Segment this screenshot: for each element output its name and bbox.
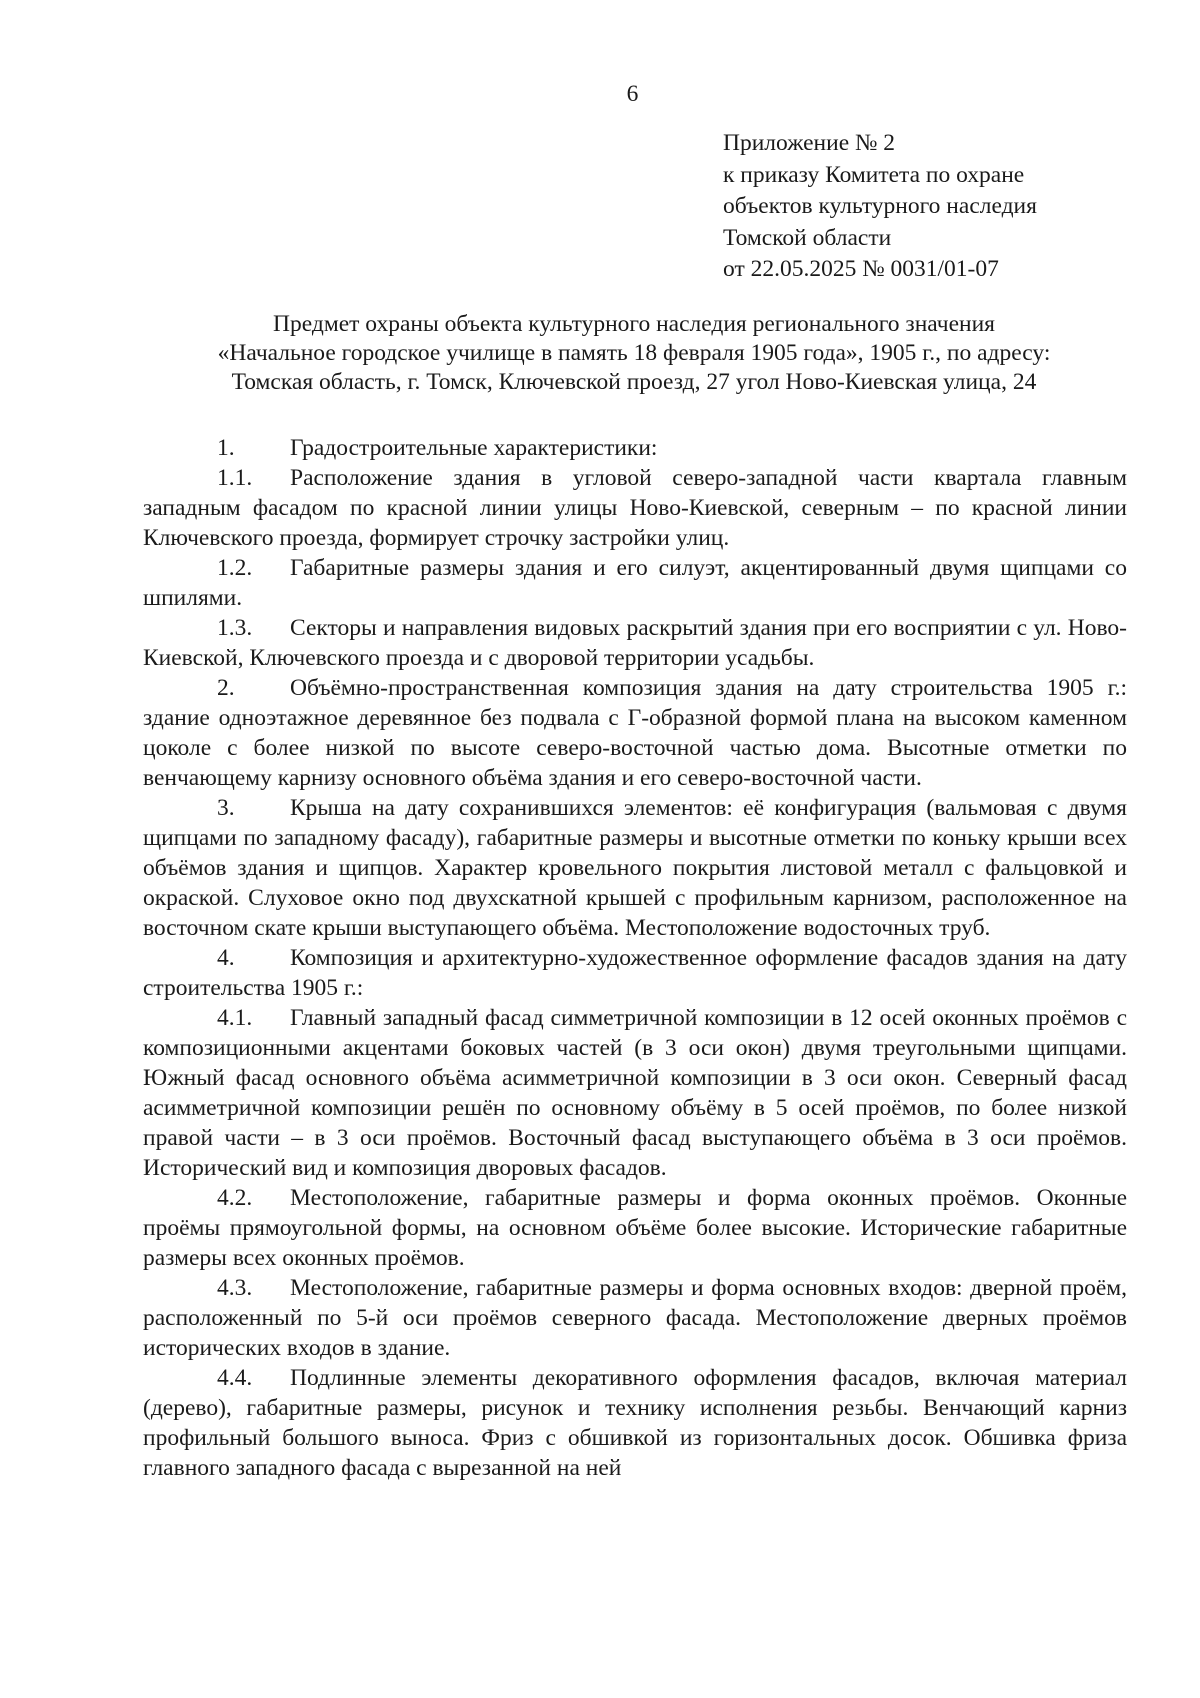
item-text: Секторы и направления видовых раскрытий здания при его восприятии с ул. Ново-Киевской, Ключевского проезда и с дворовой территории усадьбы. [143,615,1127,671]
appendix-line: к приказу Комитета по охране [723,161,1025,188]
item-text: Расположение здания в угловой северо-западной части квартала главным западным фасадом по красной линии улицы Ново-Киевской, северным – по красной линии Ключевского проезда, формирует строчку застройки улиц. [143,465,1127,551]
document-title [140,310,1128,397]
list-item [143,613,1127,673]
item-text: Градостроительные характеристики: [290,435,658,461]
list-item [143,1003,1127,1183]
title-line: «Начальное городское училище в память 18 февраля 1905 года», 1905 г., по адресу: [217,340,1051,366]
list-item [143,1363,1127,1483]
item-number: 1.1. [217,465,253,491]
item-number: 1. [217,435,235,461]
item-text: Габаритные размеры здания и его силуэт, акцентированный двумя щипцами со шпилями. [143,555,1127,611]
title-line: Томская область, г. Томск, Ключевской проезд, 27 угол Ново-Киевская улица, 24 [231,369,1037,395]
item-number: 4.3. [217,1275,253,1301]
appendix-line: объектов культурного наследия [723,193,1037,219]
page-number: 6 [626,81,639,107]
item-text: Объёмно-пространственная композиция здания на дату строительства 1905 г.: здание одноэтажное деревянное без подвала с Г-образной формой плана на высоком каменном цоколе с более низкой по высоте северо-восточной частью дома. Высотные отметки по венчающему карнизу основного объёма здания и его северо-восточной части. [143,675,1127,791]
item-number: 4.4. [217,1365,253,1391]
list-item [143,1183,1127,1273]
item-number: 1.3. [217,615,253,641]
item-number: 4.2. [217,1185,253,1211]
list-item [143,553,1127,613]
appendix-line: от 22.05.2025 № 0031/01-07 [723,256,999,282]
title-line: Предмет охраны объекта культурного наследия регионального значения [273,311,995,337]
item-text: Местоположение, габаритные размеры и форма оконных проёмов. Оконные проёмы прямоугольной формы, на основном объёме более высокие. Исторические габаритные размеры всех оконных проёмов. [143,1185,1127,1271]
item-number: 4.1. [217,1005,253,1031]
item-text: Местоположение, габаритные размеры и форма основных входов: дверной проём, расположенный по 5-й оси проёмов северного фасада. Местоположение дверных проёмов исторических входов в здание. [143,1275,1127,1361]
item-text: Крыша на дату сохранившихся элементов: её конфигурация (вальмовая с двумя щипцами по западному фасаду), габаритные размеры и высотные отметки по коньку крыши всех объёмов здания и щипцов. Характер кровельного покрытия листовой металл с фальцовкой и окраской. Слуховое окно под двухскатной крышей с профильным карнизом, расположенное на восточном скате крыши выступающего объёма. Местоположение водосточных труб. [143,795,1127,941]
item-text: Подлинные элементы декоративного оформления фасадов, включая материал (дерево), габаритные размеры, рисунок и технику исполнения резьбы. Венчающий карниз профильный большого выноса. Фриз с обшивкой из горизонтальных досок. Обшивка фриза главного западного фасада с вырезанной на ней [143,1365,1127,1481]
document-body [143,433,1127,1483]
list-item [143,463,1127,553]
item-number: 3. [217,795,235,821]
item-number: 1.2. [217,555,253,581]
item-number: 2. [217,675,235,701]
item-text: Композиция и архитектурно-художественное оформление фасадов здания на дату строительства 1905 г.: [143,945,1127,1001]
list-item [143,793,1127,943]
appendix-line: Приложение № 2 [723,130,896,156]
item-number: 4. [217,945,235,971]
appendix-line: Томской области [723,224,892,251]
appendix-header [723,128,1037,286]
item-text: Главный западный фасад симметричной композиции в 12 осей оконных проёмов с композиционными акцентами боковых частей (в 3 оси окон) двумя треугольными щипцами. Южный фасад основного объёма асимметричной композиции в 3 оси окон. Северный фасад асимметричной композиции решён по основному объёму в 5 осей проёмов, по более низкой правой части – в 3 оси проёмов. Восточный фасад выступающего объёма в 3 оси проёмов. Исторический вид и композиция дворовых фасадов. [143,1005,1127,1181]
list-item [143,673,1127,793]
list-item [143,1273,1127,1363]
list-item [143,433,1127,463]
list-item [143,943,1127,1003]
